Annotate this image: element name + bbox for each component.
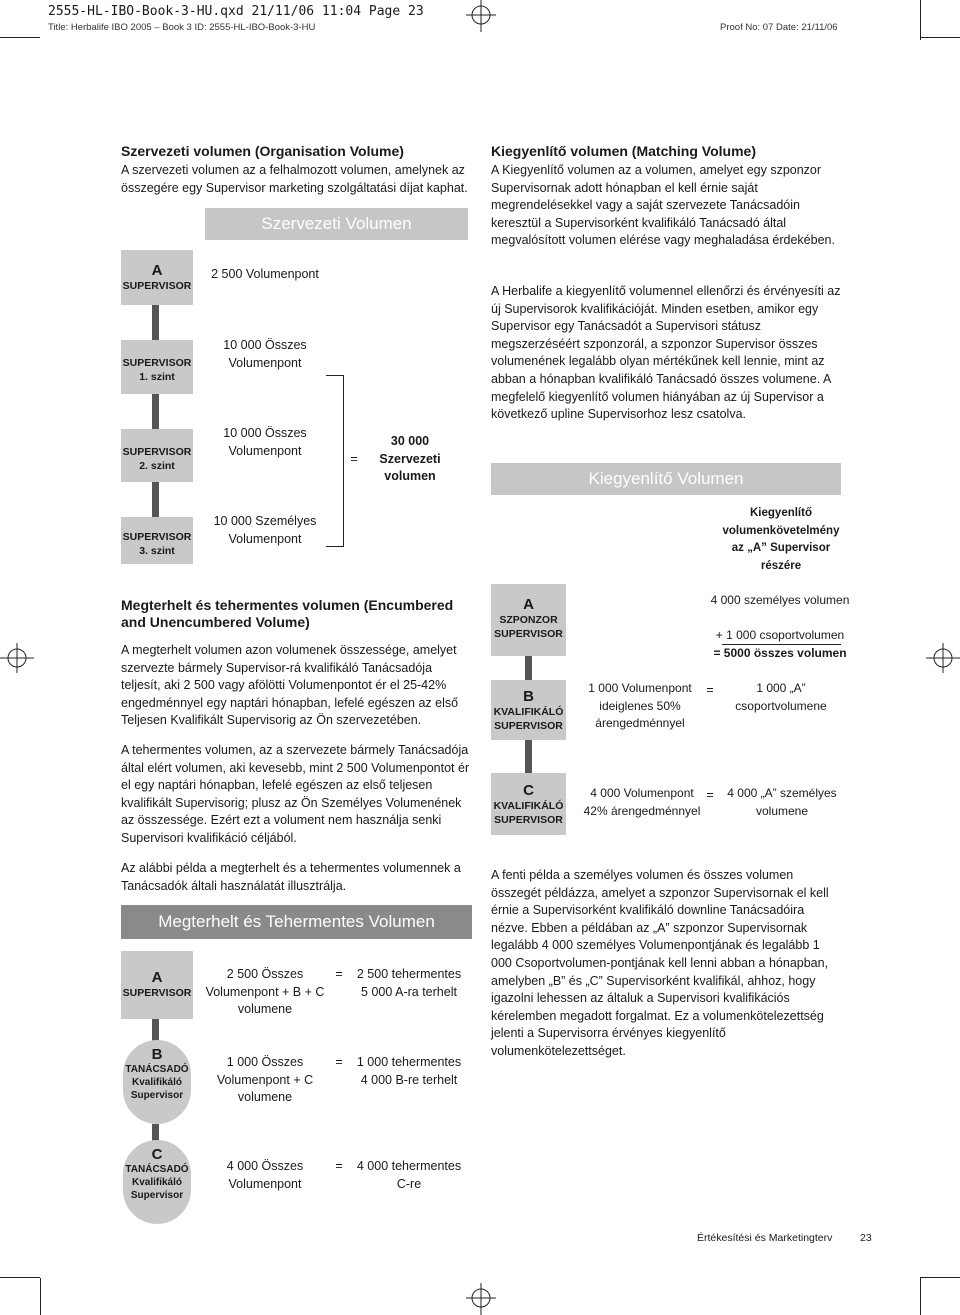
connector [152, 305, 159, 340]
c-equals: = [706, 788, 714, 802]
node-sublabel: Supervisor [130, 1190, 184, 1201]
crop-mark [0, 1277, 40, 1278]
footer-title: Értékesítési és Marketingterv [697, 1232, 833, 1244]
node-sublabel: Kvalifikáló [131, 1077, 183, 1088]
box-letter: A [523, 596, 534, 613]
a-req-group: + 1 000 csoportvolumen [715, 628, 845, 642]
org-value-level-2: 10 000 Összes Volumenpont [223, 426, 307, 458]
node-label: TANÁCSADÓ [125, 1164, 189, 1175]
connector [152, 394, 159, 429]
crop-registration-mark-bottom [466, 1278, 496, 1315]
node-letter: C [151, 1146, 163, 1163]
org-box-level-2 [121, 429, 193, 482]
bracket-top [326, 375, 344, 376]
org-box-a-supervisor [121, 250, 193, 305]
org-volume-band: Szervezeti Volumen [205, 208, 468, 240]
box-label: SUPERVISOR [122, 446, 192, 458]
box-letter: A [151, 262, 163, 279]
bracket-bottom [326, 546, 344, 547]
node-letter: A [151, 969, 163, 986]
crop-mark [920, 0, 921, 40]
node-label: TANÁCSADÓ [125, 1064, 189, 1075]
org-volume-text: A szervezeti volumen az a felhalmozott volumen, amelynek az összegére egy Supervisor marketing szolgáltatási díjat kaphat. [121, 163, 468, 195]
box-label: KVALIFIKÁLÓ [493, 800, 564, 812]
org-value-level-3: 10 000 Személyes Volumenpont [213, 514, 317, 546]
enc-row-c-left: 4 000 Összes Volumenpont [226, 1159, 304, 1191]
enc-volume-text-1: A megterhelt volumen azon volumenek összessége, amelyet szervezte bármely Supervisor-rá kvalifikáló Tanácsadója teljesít, aki 2 500 vagy afölötti Volumenpontot ér el 25-42% engedménnyel egy naptári hónapban, lefelé egészen az első Teljesen Kvalifikált Supervisorig az Ön szervezetében. [121, 643, 459, 728]
match-volume-heading: Kiegyenlítő volumen (Matching Volume) [491, 143, 756, 159]
enc-row-b-right: 1 000 tehermentes 4 000 B-re terhelt [356, 1055, 462, 1087]
match-volume-text-1: A Kiegyenlítő volumen az a volumen, amelyet egy szponzor Supervisornak adott hónapban el kell érnie saját megrendelésekkel vagy a saját szervezete Tanácsadóin keresztül a Supervisorként kvalifikáló Tanácsadó által megvalósított volumen elérése vagy meghaladása érdekében. [491, 163, 835, 248]
enc-row-a-equals: = [335, 967, 343, 981]
enc-volume-band: Megterhelt és Tehermentes Volumen [121, 905, 472, 939]
b-volume-left: 1 000 Volumenpont ideiglenes 50% árengedménnyel [588, 681, 692, 731]
org-volume-heading: Szervezeti volumen (Organisation Volume) [121, 143, 404, 159]
box-letter: C [523, 782, 534, 799]
org-total: 30 000 Szervezeti volumen [379, 434, 441, 484]
box-level: 2. szint [139, 460, 175, 472]
box-label: SUPERVISOR [494, 720, 563, 732]
box-label: KVALIFIKÁLÓ [493, 706, 564, 718]
enc-node-a [121, 951, 193, 1019]
match-volume-text-3: A fenti példa a személyes volumen és összes volumen összegét példázza, amelyet a szponzor Supervisornak el kell érnie a Supervisorként kvalifikáló downline Tanácsadóira nézve. Ebben a példában az „A” szponzor Supervisornak legalább 4 000 személyes Volumenpontjának és legalább 1 000 Csoportvolumen-pontjának kell lenni abban a hónapban, amelyben „B” és „C” Supervisorként kvalifikál, ahhoz, hogy igazolni lehessen az általuk a Supervisori kvalifikációs kérelemben megadott forgalmat. Ez a volumenkötelezettség jelenti a Supervisorra érvényes kiegyenlítő volumenkötelezettséget. [491, 868, 829, 1058]
node-label: SUPERVISOR [122, 987, 192, 999]
enc-volume-heading: Megterhelt és tehermentes volumen (Encumbered and Unencumbered Volume) [121, 597, 454, 630]
box-label: SZPONZOR [499, 614, 558, 626]
org-value-a: 2 500 Volumenpont [211, 267, 319, 281]
crop-mark [920, 1277, 960, 1278]
proof-info-line: Proof No: 07 Date: 21/11/06 [720, 22, 838, 33]
enc-volume-text-2: A tehermentes volumen, az a szervezete bármely Tanácsadója által elért volumen, aki kevesebb, mint 2 500 Volumenpontot ér el egy naptári hónapban, lefelé egészen az első teljesen kvalifikált Supervisorig; plusz az Ön Személyes Volumenének az összessége. Ezért ezt a volument nem használja senki Supervisori kvalifikáció céljából. [121, 743, 470, 845]
match-volume-band: Kiegyenlítő Volumen [491, 463, 841, 495]
enc-row-b-equals: = [335, 1055, 343, 1069]
b-equals: = [706, 683, 714, 697]
a-req-total: = 5000 összes volumen [713, 646, 847, 660]
page-number: 23 [860, 1232, 872, 1244]
enc-node-c [123, 1140, 191, 1224]
match-box-b [491, 680, 566, 740]
crop-mark [920, 37, 960, 38]
connector [525, 740, 532, 773]
node-letter: B [151, 1046, 163, 1063]
box-label: SUPERVISOR [122, 531, 192, 543]
connector [525, 656, 532, 680]
file-info-line: 2555-HL-IBO-Book-3-HU.qxd 21/11/06 11:04 Page 23 [48, 4, 424, 19]
match-box-c [491, 773, 566, 835]
box-level: 3. szint [139, 545, 175, 557]
enc-row-c-right: 4 000 tehermentes C-re [356, 1159, 462, 1191]
enc-row-b-left: 1 000 Összes Volumenpont + C volumene [216, 1055, 314, 1105]
match-box-a [491, 584, 566, 656]
enc-node-b [123, 1040, 191, 1124]
title-info-line: Title: Herbalife IBO 2005 – Book 3 ID: 2555-HL-IBO-Book-3-HU [48, 22, 316, 33]
box-letter: B [523, 688, 534, 705]
match-requirement-header: Kiegyenlítő volumenkövetelmény az „A” Supervisor részére [722, 507, 840, 572]
box-level: 1. szint [139, 371, 175, 383]
a-req-personal: 4 000 személyes volumen [710, 593, 850, 607]
enc-row-a-left: 2 500 Összes Volumenpont + B + C volumene [205, 967, 325, 1017]
match-volume-text-2: A Herbalife a kiegyenlítő volumennel ellenőrzi és érvényesíti az új Supervisorok kvalifikációját. Minden esetben, amikor egy Supervisor egy Tanácsadót a Supervisori státusz megszerzéséért szponzorál, a szponzor Supervisor összes volumenének legalább olyan mértékűnek kell lennie, mint az abban a hónapban kvalifikáló Tanácsadó összes volumene. A megfelelő kiegyenlítő volumen hiányában az új Supervisor a következő upline Supervisorhoz lesz csatolva. [491, 284, 841, 422]
org-value-level-1: 10 000 Összes Volumenpont [223, 338, 307, 370]
box-label: SUPERVISOR [494, 814, 563, 826]
org-box-level-1 [121, 340, 193, 394]
node-sublabel: Supervisor [130, 1090, 184, 1101]
crop-registration-mark-top [466, 0, 496, 40]
box-label: SUPERVISOR [122, 280, 192, 292]
box-label: SUPERVISOR [494, 628, 563, 640]
node-sublabel: Kvalifikáló [131, 1177, 183, 1188]
enc-row-c-equals: = [335, 1159, 343, 1173]
org-equals-sign: = [350, 452, 358, 466]
org-box-level-3 [121, 517, 193, 564]
b-volume-right: 1 000 „A” csoportvolumene [735, 681, 827, 713]
c-volume-left: 4 000 Volumenpont 42% árengedménnyel [583, 786, 701, 818]
crop-mark [0, 37, 40, 38]
crop-registration-mark-left [0, 643, 34, 673]
c-volume-right: 4 000 „A” személyes volumene [727, 786, 837, 818]
connector [152, 482, 159, 517]
bracket-vertical [343, 375, 344, 547]
crop-mark [40, 1278, 41, 1315]
enc-row-a-right: 2 500 tehermentes 5 000 A-ra terhelt [356, 967, 462, 999]
crop-registration-mark-right [926, 643, 960, 673]
box-label: SUPERVISOR [122, 357, 192, 369]
enc-volume-text-3: Az alábbi példa a megterhelt és a tehermentes volumennek a Tanácsadók általi használatát illusztrálja. [121, 861, 461, 893]
crop-mark [920, 1278, 921, 1315]
